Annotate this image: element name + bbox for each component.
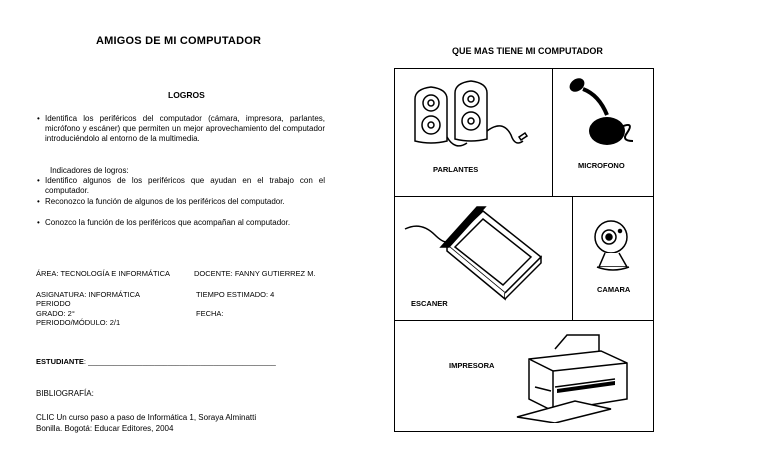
biblio-line: Bonilla. Bogotá: Educar Editores, 2004 [36, 424, 174, 433]
bullet-text: Conozco la función de los periféricos que acompañan al computador. [45, 218, 291, 227]
biblio-line: CLIC Un curso paso a paso de Informática 1, Soraya Alminatti [36, 413, 257, 422]
estudiante-line: : _____________________________________________ [83, 357, 276, 366]
grado-text: GRADO: 2° [36, 309, 75, 318]
bullet-text: Identifica los periféricos del computador (cámara, impresora, parlantes, micrófono y escáner) que permiten un mejor aprovechamiento del computador introduciéndolo al entorno de la multimedia. [45, 114, 325, 144]
speakers-icon [411, 79, 529, 159]
logros-heading: LOGROS [168, 90, 205, 100]
bibliografia-heading: BIBLIOGRAFÍA: [36, 389, 94, 398]
estudiante-label: ESTUDIANTE [36, 357, 84, 366]
list-item: • Identifica los periféricos del computador (cámara, impresora, parlantes, micrófono y escáner) que permiten un mejor aprovechamiento del computador introduciéndolo al entorno de la multimedia. [37, 114, 325, 144]
tiempo-text: TIEMPO ESTIMADO: 4 [196, 290, 275, 299]
bullet-text: Reconozco la función de algunos de los periféricos del computador. [45, 197, 285, 206]
asignatura-text: ASIGNATURA: INFORMÁTICA [36, 290, 141, 299]
printer-icon [515, 329, 635, 423]
divider [395, 320, 653, 321]
right-title: QUE MAS TIENE MI COMPUTADOR [452, 46, 603, 56]
scanner-icon [401, 201, 551, 301]
fecha-text: FECHA: [196, 309, 224, 318]
divider [552, 69, 553, 196]
bullet-text: Identifico algunos de los periféricos que ayudan en el trabajo con el computador. [45, 176, 325, 196]
bibliografia-text [36, 412, 336, 434]
docente-text: DOCENTE: FANNY GUTIERREZ M. [194, 269, 316, 278]
divider [572, 196, 573, 320]
microphone-icon [565, 75, 645, 155]
periodo-modulo-text: PERIODO/MÓDULO: 2/1 [36, 318, 121, 327]
periodo-text: PERIODO [36, 299, 71, 308]
area-text: ÁREA: TECNOLOGÍA E INFORMÁTICA [36, 269, 171, 278]
camara-label: CAMARA [597, 285, 631, 294]
page-title: AMIGOS DE MI COMPUTADOR [96, 35, 262, 47]
escaner-label: ESCANER [411, 299, 448, 308]
camera-icon [587, 215, 637, 275]
divider [395, 196, 653, 197]
peripherals-grid [394, 68, 654, 432]
impresora-label: IMPRESORA [449, 361, 495, 370]
indicadores-heading: Indicadores de logros: [50, 166, 129, 175]
microfono-label: MICROFONO [578, 161, 625, 170]
estudiante-field[interactable] [36, 357, 276, 366]
parlantes-label: PARLANTES [433, 165, 479, 174]
